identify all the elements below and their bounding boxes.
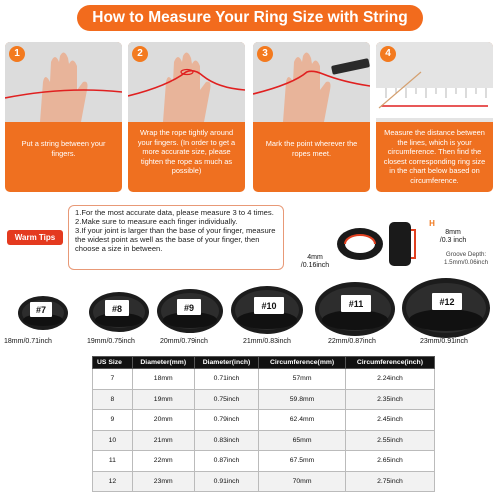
ring-12 <box>402 278 490 338</box>
table-row <box>93 369 435 390</box>
tip-item: 2.Make sure to measure each finger individually. <box>75 216 238 226</box>
ring-11 <box>315 282 395 336</box>
step-4-panel <box>376 42 493 192</box>
ring-sizes-row <box>0 276 500 344</box>
table-cell: 22mm <box>132 451 194 472</box>
table-cell: 0.75inch <box>194 389 259 410</box>
table-cell: 2.55inch <box>345 430 434 451</box>
table-cell: 0.83inch <box>194 430 259 451</box>
table-row <box>93 430 435 451</box>
table-cell: 20mm <box>132 410 194 431</box>
table-cell: 18mm <box>132 369 194 390</box>
table-cell: 62.4mm <box>259 410 346 431</box>
table-cell: 2.45inch <box>345 410 434 431</box>
column-header: Diameter(inch) <box>194 357 259 369</box>
ring-tag: #9 <box>183 303 195 313</box>
ring-8 <box>89 292 149 332</box>
step-1-text: Put a string between your fingers. <box>21 139 106 158</box>
table-cell: 12 <box>93 471 133 492</box>
table-cell: 0.71inch <box>194 369 259 390</box>
table-cell: 21mm <box>132 430 194 451</box>
tip-item: 1.For the most accurate data, please measure 3 to 4 times. <box>75 208 274 217</box>
tip-item: 3.If your joint is larger than the base of your finger, measure the widest point as well as the base of your finger, then choose a size in between. <box>75 225 276 253</box>
table-row <box>93 471 435 492</box>
ring-7 <box>18 296 68 330</box>
step-4-text: Measure the distance between the lines, which is your circumference. Then find the closest corresponding ring size in the chart below based on circumference. <box>383 128 486 185</box>
table-cell: 19mm <box>132 389 194 410</box>
table-row <box>93 389 435 410</box>
table-cell: 59.8mm <box>259 389 346 410</box>
step-number: 4 <box>380 46 396 62</box>
table-row <box>93 410 435 431</box>
ring-11-size-label: 22mm/0.87inch <box>328 338 376 345</box>
step-2-panel <box>128 42 245 192</box>
step-number: 2 <box>132 46 148 62</box>
thickness-dimension-label: 8mm /0.3 inch <box>439 229 467 244</box>
table-cell: 11 <box>93 451 133 472</box>
ring-tag: #12 <box>439 297 455 307</box>
table-cell: 7 <box>93 369 133 390</box>
warm-tips-badge: Warm Tips <box>7 230 63 245</box>
table-cell: 65mm <box>259 430 346 451</box>
ring-12-size-label: 23mm/0.91inch <box>420 338 468 345</box>
step-3-panel <box>253 42 370 192</box>
step-number: 3 <box>257 46 273 62</box>
ring-7-size-label: 18mm/0.71inch <box>4 338 52 345</box>
table-cell: 10 <box>93 430 133 451</box>
ring-tag: #11 <box>348 299 364 309</box>
column-header: Circumference(inch) <box>345 357 434 369</box>
table-cell: 9 <box>93 410 133 431</box>
step-1-panel <box>5 42 122 192</box>
table-cell: 67.5mm <box>259 451 346 472</box>
table-row <box>93 451 435 472</box>
width-dimension-label: 4mm /0.16inch <box>300 254 330 269</box>
ring-tag: #7 <box>35 305 47 315</box>
table-cell: 57mm <box>259 369 346 390</box>
ring-10-size-label: 21mm/0.83inch <box>243 338 291 345</box>
page-title: How to Measure Your Ring Size with String <box>77 5 423 31</box>
table-cell: 0.79inch <box>194 410 259 431</box>
table-cell: 8 <box>93 389 133 410</box>
ring-size-table <box>92 356 435 492</box>
step-3-text: Mark the point wherever the ropes meet. <box>265 139 358 158</box>
column-header: US Size <box>93 357 133 369</box>
ring-8-size-label: 19mm/0.75inch <box>87 338 135 345</box>
ring-tag: #8 <box>111 304 123 314</box>
table-cell: 2.24inch <box>345 369 434 390</box>
step-number: 1 <box>9 46 25 62</box>
table-cell: 2.35inch <box>345 389 434 410</box>
ring-9-size-label: 20mm/0.79inch <box>160 338 208 345</box>
warm-tips-box <box>68 205 284 270</box>
column-header: Diameter(mm) <box>132 357 194 369</box>
table-cell: 23mm <box>132 471 194 492</box>
table-cell: 2.65inch <box>345 451 434 472</box>
column-header: Circumference(mm) <box>259 357 346 369</box>
step-2-text: Wrap the rope tightly around your fingers. (In order to get a more accurate size, please tighten the rope as much as possible) <box>137 128 236 176</box>
ring-9 <box>157 289 223 333</box>
ring-10 <box>231 286 303 334</box>
groove-depth-label: Groove Depth: 1.5mm/0.06inch <box>443 251 489 266</box>
groove-marker: H <box>429 219 435 228</box>
table-cell: 0.91inch <box>194 471 259 492</box>
ring-tag: #10 <box>261 301 277 311</box>
table-header-row <box>93 357 435 369</box>
table-cell: 0.87inch <box>194 451 259 472</box>
table-cell: 70mm <box>259 471 346 492</box>
table-cell: 2.75inch <box>345 471 434 492</box>
